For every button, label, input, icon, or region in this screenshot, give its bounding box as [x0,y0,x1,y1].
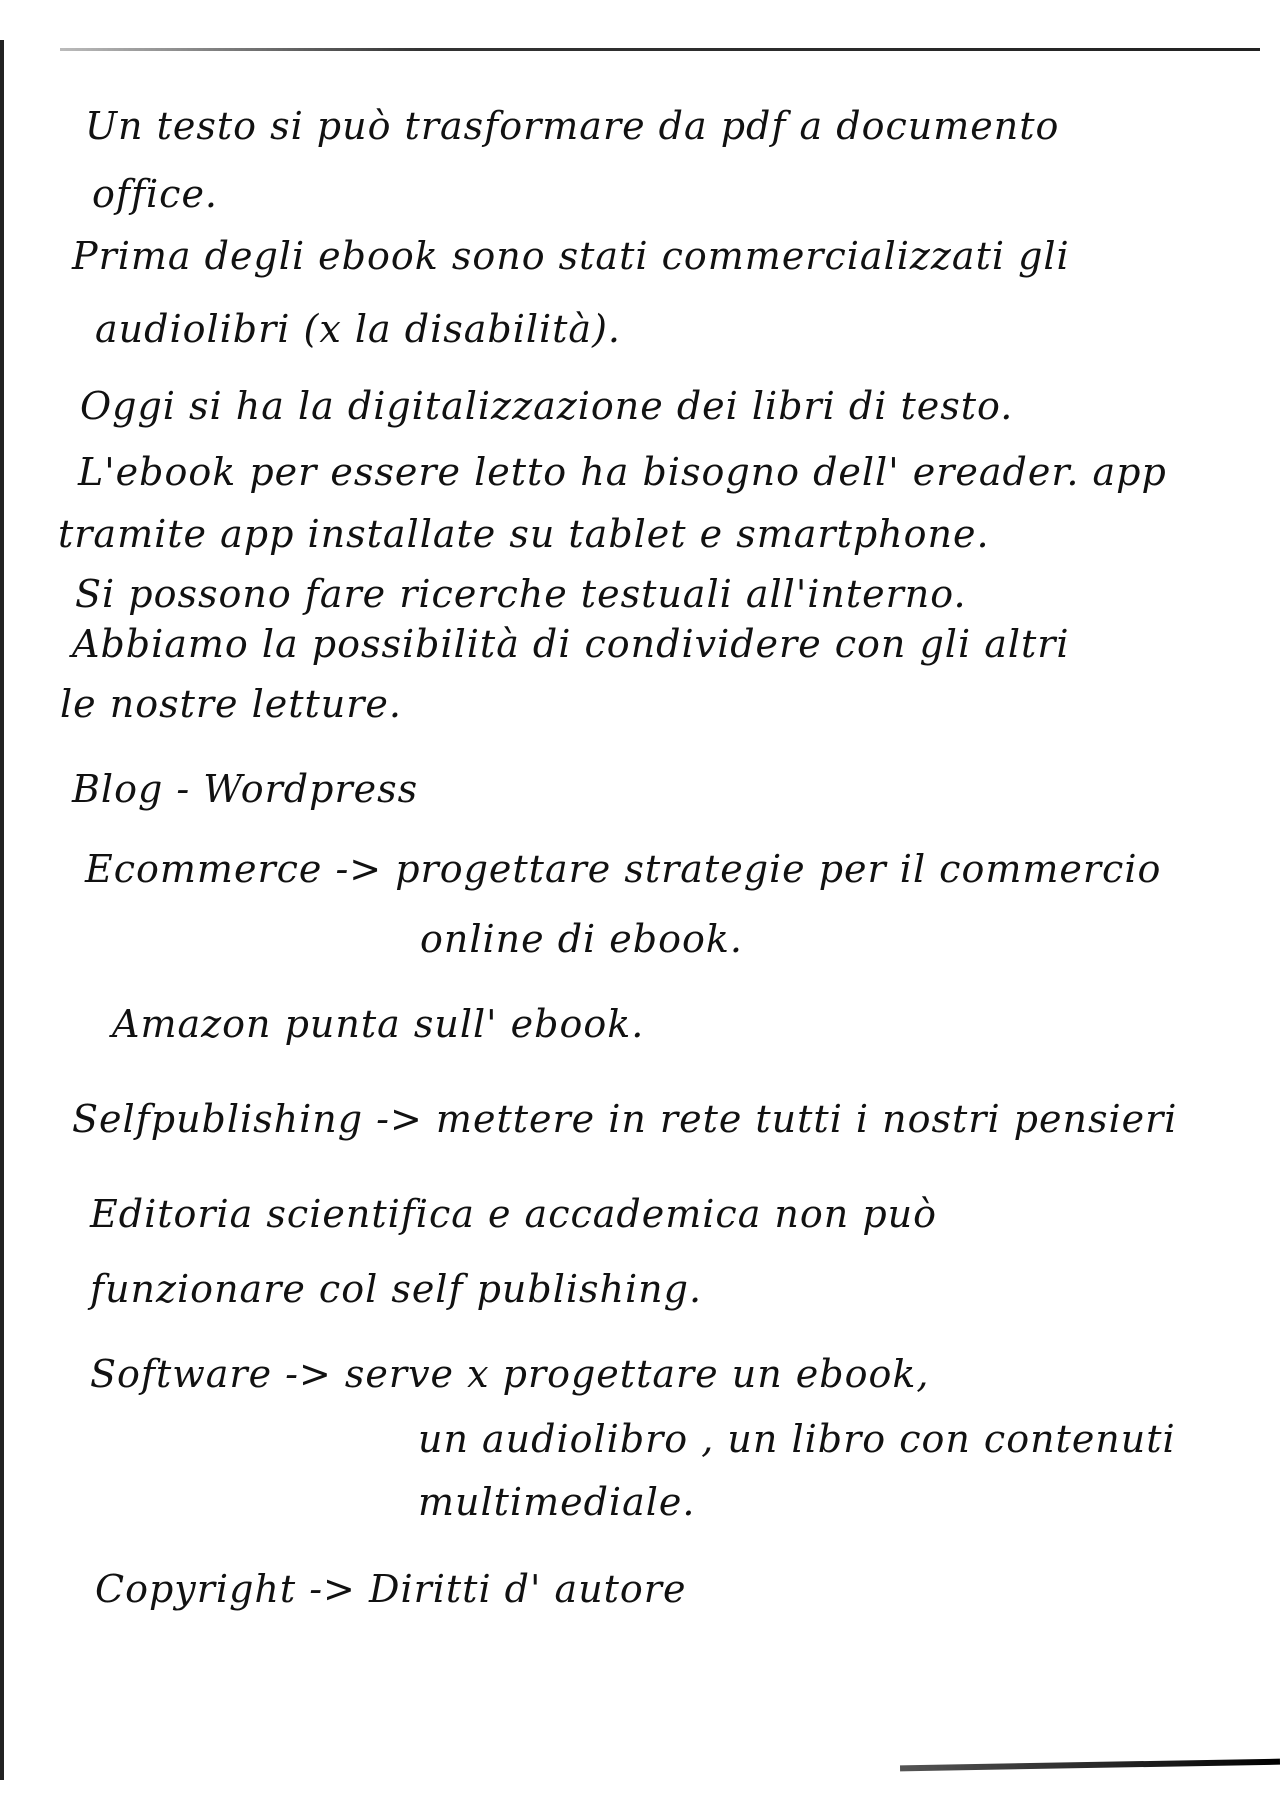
note-line: Un testo si può trasformare da pdf a documento [85,104,1060,148]
note-line: Blog - Wordpress [72,767,419,811]
note-line: Oggi si ha la digitalizzazione dei libri di testo. [80,384,1014,428]
note-line: funzionare col self publishing. [90,1267,703,1311]
note-line: office. [92,172,219,216]
note-line: Ecommerce -> progettare strategie per il commercio [85,847,1162,891]
note-line: online di ebook. [420,917,743,961]
note-line: Si possono fare ricerche testuali all'interno. [75,572,967,616]
note-line: Selfpublishing -> mettere in rete tutti i nostri pensieri [72,1097,1178,1141]
top-rule-line [60,48,1260,51]
note-line: le nostre letture. [60,682,402,726]
note-line: tramite app installate su tablet e smartphone. [58,512,990,556]
note-line: un audiolibro , un libro con contenuti [418,1417,1176,1461]
note-line: Editoria scientifica e accademica non può [90,1192,938,1236]
note-line: multimediale. [418,1480,696,1524]
note-line: Copyright -> Diritti d' autore [95,1567,687,1611]
page-left-edge [0,40,4,1780]
bottom-rule-line [900,1759,1280,1772]
note-line: audiolibri (x la disabilità). [95,307,621,351]
note-line: Amazon punta sull' ebook. [112,1002,645,1046]
note-line: Prima degli ebook sono stati commercializzati gli [72,234,1070,278]
note-line: Abbiamo la possibilità di condividere con gli altri [72,622,1070,666]
note-line: L'ebook per essere letto ha bisogno dell' ereader. app [78,450,1167,494]
note-line: Software -> serve x progettare un ebook, [90,1352,930,1396]
